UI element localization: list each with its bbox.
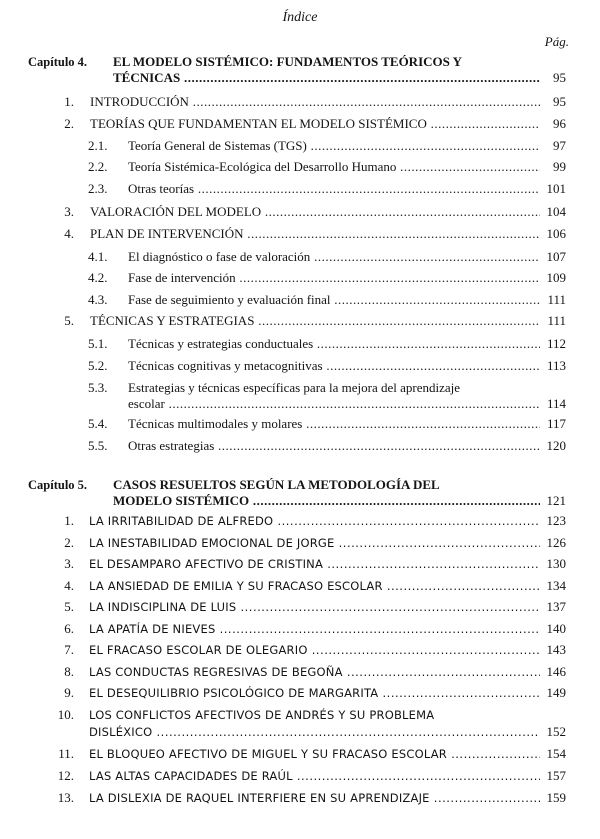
entry-number: 4.2.: [88, 270, 108, 285]
entry-title: Técnicas multimodales y molares .....: [128, 416, 540, 432]
entry-number: 5.4.: [88, 416, 108, 431]
entry-page: 114: [544, 396, 566, 412]
page-header: Índice: [282, 10, 318, 25]
chapter-label: Capítulo 4.: [28, 55, 88, 69]
entry-number: 2.1.: [88, 138, 108, 153]
entry-number: 4.1.: [88, 249, 108, 264]
entry-page: 134: [544, 578, 567, 594]
entry-page: 154: [544, 746, 567, 762]
entry-number: 4.: [64, 226, 74, 241]
entry-title: LA APATÍA DE NIEVES .....: [89, 621, 540, 637]
chapter-page: 95: [550, 70, 566, 86]
entry-number: 2.: [64, 535, 74, 550]
entry-number: 11.: [58, 746, 74, 761]
chapter-label: Capítulo 5.: [28, 478, 88, 492]
entry-title: INTRODUCCIÓN .....: [90, 94, 540, 110]
entry-page: 146: [544, 664, 567, 680]
entry-page: 112: [544, 336, 566, 352]
entry-number: 3.: [64, 204, 74, 219]
chapter-title-line1: EL MODELO SISTÉMICO: FUNDAMENTOS TEÓRICOS Y: [113, 54, 463, 69]
entry-title-line1: Estrategias y técnicas específicas para la mejora del aprendizaje: [128, 380, 461, 395]
entry-title-line2: escolar .....: [128, 396, 540, 412]
entry-number: 5.: [64, 599, 74, 614]
entry-title: Fase de seguimiento y evaluación final .....: [128, 292, 540, 308]
entry-title: Técnicas cognitivas y metacognitivas .....: [128, 358, 540, 374]
entry-page: 99: [550, 159, 566, 175]
chapter-page: 121: [544, 493, 567, 509]
entry-title: LAS CONDUCTAS REGRESIVAS DE BEGOÑA .....: [89, 664, 540, 680]
entry-title-line1: LOS CONFLICTOS AFECTIVOS DE ANDRÉS Y SU PROBLEMA: [89, 708, 435, 722]
entry-number: 5.: [64, 313, 74, 328]
entry-number: 12.: [57, 768, 74, 783]
entry-number: 1.: [64, 513, 74, 528]
entry-page: 143: [544, 642, 567, 658]
chapter-title-line1: CASOS RESUELTOS SEGÚN LA METODOLOGÍA DEL: [113, 477, 440, 492]
entry-title: EL DESAMPARO AFECTIVO DE CRISTINA .....: [89, 556, 540, 572]
entry-number: 1.: [64, 94, 74, 109]
entry-title: EL BLOQUEO AFECTIVO DE MIGUEL Y SU FRACASO ESCOLAR .....: [89, 746, 540, 762]
entry-number: 2.3.: [88, 181, 108, 196]
entry-title: TEORÍAS QUE FUNDAMENTAN EL MODELO SISTÉMICO .....: [90, 116, 540, 132]
entry-title: Teoría Sistémica-Ecológica del Desarrollo Humano .....: [128, 159, 540, 175]
entry-page: 101: [544, 181, 567, 197]
entry-title: El diagnóstico o fase de valoración .....: [128, 249, 540, 265]
entry-number: 5.1.: [88, 336, 108, 351]
entry-title: Otras teorías .....: [128, 181, 540, 197]
entry-title: LA INESTABILIDAD EMOCIONAL DE JORGE .....: [89, 535, 540, 551]
entry-page: 113: [544, 358, 566, 374]
entry-page: 140: [544, 621, 567, 637]
entry-page: 126: [544, 535, 567, 551]
entry-page: 95: [550, 94, 566, 110]
entry-number: 3.: [64, 556, 74, 571]
chapter-title-line2: TÉCNICAS .....: [113, 70, 540, 86]
entry-page: 130: [544, 556, 567, 572]
entry-page: 117: [544, 416, 566, 432]
entry-title: EL FRACASO ESCOLAR DE OLEGARIO .....: [89, 642, 540, 658]
entry-title: Teoría General de Sistemas (TGS) .....: [128, 138, 540, 154]
entry-title: LA INDISCIPLINA DE LUIS .....: [89, 599, 540, 615]
entry-number: 10.: [57, 707, 74, 722]
entry-number: 2.: [64, 116, 74, 131]
entry-title: TÉCNICAS Y ESTRATEGIAS .....: [90, 313, 540, 329]
chapter-title-line2: MODELO SISTÉMICO .....: [113, 493, 540, 509]
entry-number: 13.: [57, 790, 74, 805]
entry-number: 9.: [64, 685, 74, 700]
entry-page: 157: [544, 768, 567, 784]
entry-number: 8.: [64, 664, 74, 679]
entry-page: 109: [544, 270, 567, 286]
entry-page: 123: [544, 513, 567, 529]
entry-page: 111: [544, 313, 566, 329]
entry-title: EL DESEQUILIBRIO PSICOLÓGICO DE MARGARITA .....: [89, 685, 540, 701]
entry-title: LA DISLEXIA DE RAQUEL INTERFIERE EN SU APRENDIZAJE .....: [89, 790, 540, 806]
entry-number: 7.: [64, 642, 74, 657]
entry-title: VALORACIÓN DEL MODELO .....: [90, 204, 540, 220]
entry-page: 97: [550, 138, 566, 154]
entry-title: Otras estrategias .....: [128, 438, 540, 454]
entry-title: PLAN DE INTERVENCIÓN .....: [90, 226, 540, 242]
entry-title-line2: DISLÉXICO .....: [89, 724, 540, 740]
entry-number: 5.5.: [88, 438, 108, 453]
entry-page: 107: [544, 249, 567, 265]
entry-title: Fase de intervención .....: [128, 270, 540, 286]
entry-page: 111: [544, 292, 566, 308]
entry-number: 6.: [64, 621, 74, 636]
entry-title: LA IRRITABILIDAD DE ALFREDO .....: [89, 513, 540, 529]
entry-page: 137: [544, 599, 567, 615]
entry-page: 152: [544, 724, 567, 740]
entry-page: 120: [544, 438, 567, 454]
entry-title: LAS ALTAS CAPACIDADES DE RAÚL .....: [89, 768, 540, 784]
entry-number: 4.: [64, 578, 74, 593]
entry-number: 4.3.: [88, 292, 108, 307]
entry-page: 149: [544, 685, 567, 701]
page-column-label: Pág.: [544, 34, 569, 49]
entry-number: 5.3.: [88, 380, 108, 395]
entry-title: LA ANSIEDAD DE EMILIA Y SU FRACASO ESCOLAR .....: [89, 578, 540, 594]
entry-title: Técnicas y estrategias conductuales .....: [128, 336, 540, 352]
entry-number: 2.2.: [88, 159, 108, 174]
entry-page: 96: [550, 116, 566, 132]
entry-number: 5.2.: [88, 358, 108, 373]
entry-page: 106: [544, 226, 567, 242]
entry-page: 104: [544, 204, 567, 220]
entry-page: 159: [544, 790, 567, 806]
